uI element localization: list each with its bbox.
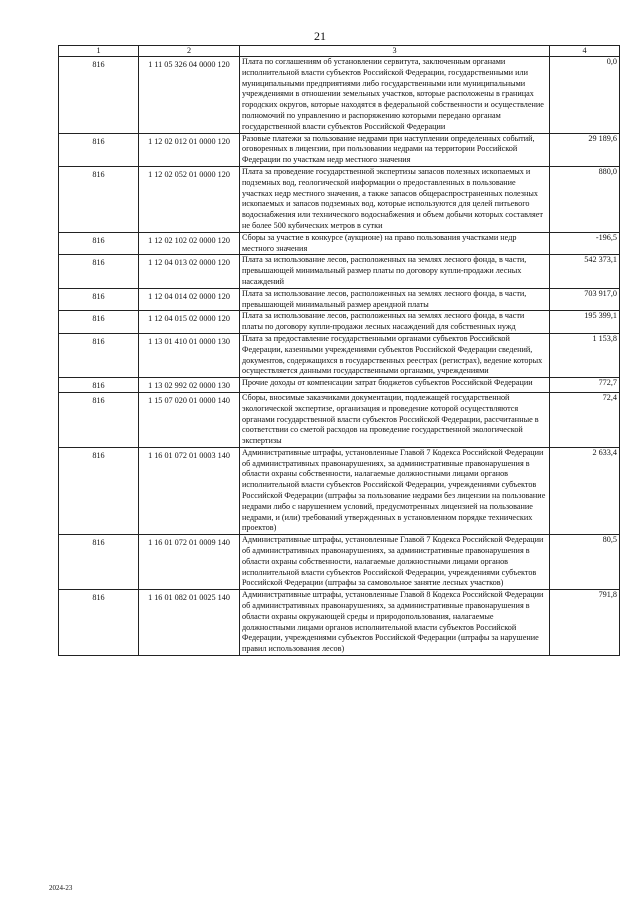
revenue-name: Административные штрафы, установленные Главой 8 Кодекса Российской Федерации об административных правонарушениях, за административные правонарушения в области охраны окружающей среды и природопользования, налагаемые должностными лицами органов исполнительной власти субъектов Российской Федерации, учреждениями субъектов Российской Федерации (штрафы за нарушение правил использования лесов) [240, 590, 550, 656]
budget-code: 1 16 01 082 01 0025 140 [139, 590, 240, 656]
document-code: 2024-23 [49, 884, 73, 892]
revenue-name: Сборы за участие в конкурсе (аукционе) на право пользования участками недр местного значения [240, 232, 550, 255]
revenue-name: Разовые платежи за пользование недрами при наступлении определенных событий, оговоренных в лицензии, при пользовании недрами на территории Российской Федерации по участкам недр местного значения [240, 133, 550, 166]
admin-code: 816 [59, 255, 139, 288]
column-number-row [59, 46, 620, 57]
budget-code: 1 13 01 410 01 0000 130 [139, 333, 240, 377]
amount: 80,5 [550, 535, 620, 590]
admin-code: 816 [59, 590, 139, 656]
page-number: 21 [314, 29, 326, 43]
column-number-4: 4 [550, 46, 620, 57]
amount: 29 189,6 [550, 133, 620, 166]
table-row [59, 288, 620, 311]
amount: 1 153,8 [550, 333, 620, 377]
table-row [59, 447, 620, 534]
column-number-1: 1 [59, 46, 139, 57]
budget-code: 1 16 01 072 01 0003 140 [139, 447, 240, 534]
table-row [59, 392, 620, 447]
revenue-name: Административные штрафы, установленные Главой 7 Кодекса Российской Федерации об административных правонарушениях, за административные правонарушения в области охраны собственности, налагаемые должностными лицами органов исполнительной власти субъектов Российской Федерации, учреждениями субъектов Российской Федерации (штрафы за самовольное занятие лесных участков) [240, 535, 550, 590]
table-row [59, 166, 620, 232]
table-row [59, 133, 620, 166]
revenue-name: Плата за проведение государственной экспертизы запасов полезных ископаемых и подземных вод, геологической информации о предоставленных в пользование участках недр местного значения, а также запасов общераспространенных полезных ископаемых и запасов подземных вод, которые используются для целей питьевого водоснабжения или технического водоснабжения и объем добычи которых составляет не более 500 кубических метров в сутки [240, 166, 550, 232]
column-number-3: 3 [240, 46, 550, 57]
budget-code: 1 12 04 015 02 0000 120 [139, 311, 240, 334]
admin-code: 816 [59, 535, 139, 590]
amount: 542 373,1 [550, 255, 620, 288]
table-row [59, 311, 620, 334]
revenue-table [58, 45, 620, 656]
revenue-name: Плата по соглашениям об установлении сервитута, заключенным органами исполнительной власти субъектов Российской Федерации, государственными или муниципальными предприятиями либо государственными или муниципальными учреждениями в отношении земельных участков, которые расположены в границах городских округов, которые находятся в федеральной собственности и осуществление полномочий по управлению и распоряжению которыми передано органам государственной власти субъектов Российской Федерации [240, 57, 550, 134]
amount: -196,5 [550, 232, 620, 255]
admin-code: 816 [59, 447, 139, 534]
revenue-name: Плата за предоставление государственными органами субъектов Российской Федерации, казенными учреждениями субъектов Российской Федерации сведений, документов, содержащихся в государственных реестрах (регистрах), ведение которых осуществляется данными государственными органами, учреждениями [240, 333, 550, 377]
budget-code: 1 13 02 992 02 0000 130 [139, 378, 240, 393]
budget-code: 1 16 01 072 01 0009 140 [139, 535, 240, 590]
admin-code: 816 [59, 392, 139, 447]
amount: 880,0 [550, 166, 620, 232]
revenue-name: Плата за использование лесов, расположенных на землях лесного фонда, в части, превышающей минимальный размер арендной платы [240, 288, 550, 311]
revenue-name: Прочие доходы от компенсации затрат бюджетов субъектов Российской Федерации [240, 378, 550, 393]
amount: 2 633,4 [550, 447, 620, 534]
admin-code: 816 [59, 288, 139, 311]
table-row [59, 255, 620, 288]
admin-code: 816 [59, 378, 139, 393]
admin-code: 816 [59, 311, 139, 334]
table-row [59, 378, 620, 393]
amount: 195 399,1 [550, 311, 620, 334]
budget-code: 1 11 05 326 04 0000 120 [139, 57, 240, 134]
amount: 703 917,0 [550, 288, 620, 311]
budget-code: 1 12 04 014 02 0000 120 [139, 288, 240, 311]
table-row [59, 333, 620, 377]
column-number-2: 2 [139, 46, 240, 57]
revenue-name: Плата за использование лесов, расположенных на землях лесного фонда, в части, превышающей минимальный размер платы по договору купли-продажи лесных насаждений [240, 255, 550, 288]
table-row [59, 535, 620, 590]
revenue-name: Сборы, вносимые заказчиками документации, подлежащей государственной экологической экспертизе, организация и проведение которой осуществляются органами государственной власти субъектов Российской Федерации, рассчитанные в соответствии со сметой расходов на проведение государственной экологической экспертизы [240, 392, 550, 447]
admin-code: 816 [59, 333, 139, 377]
budget-code: 1 12 02 052 01 0000 120 [139, 166, 240, 232]
admin-code: 816 [59, 57, 139, 134]
amount: 0,0 [550, 57, 620, 134]
amount: 772,7 [550, 378, 620, 393]
table-row [59, 590, 620, 656]
amount: 791,8 [550, 590, 620, 656]
budget-code: 1 12 04 013 02 0000 120 [139, 255, 240, 288]
budget-code: 1 12 02 012 01 0000 120 [139, 133, 240, 166]
budget-code: 1 12 02 102 02 0000 120 [139, 232, 240, 255]
amount: 72,4 [550, 392, 620, 447]
admin-code: 816 [59, 166, 139, 232]
admin-code: 816 [59, 232, 139, 255]
revenue-name: Административные штрафы, установленные Главой 7 Кодекса Российской Федерации об административных правонарушениях, за административные правонарушения в области охраны собственности, налагаемые должностными лицами органов исполнительной власти субъектов Российской Федерации, учреждениями субъектов Российской Федерации (штрафы за пользование недрами без лицензии на пользование недрами либо с нарушением условий, предусмотренных лицензией на пользование недрами, и (или) требований утвержденных в установленном порядке технических проектов) [240, 447, 550, 534]
table-row [59, 57, 620, 134]
budget-code: 1 15 07 020 01 0000 140 [139, 392, 240, 447]
admin-code: 816 [59, 133, 139, 166]
table-row [59, 232, 620, 255]
revenue-table-body [59, 46, 620, 656]
revenue-name: Плата за использование лесов, расположенных на землях лесного фонда, в части платы по договору купли-продажи лесных насаждений для собственных нужд [240, 311, 550, 334]
